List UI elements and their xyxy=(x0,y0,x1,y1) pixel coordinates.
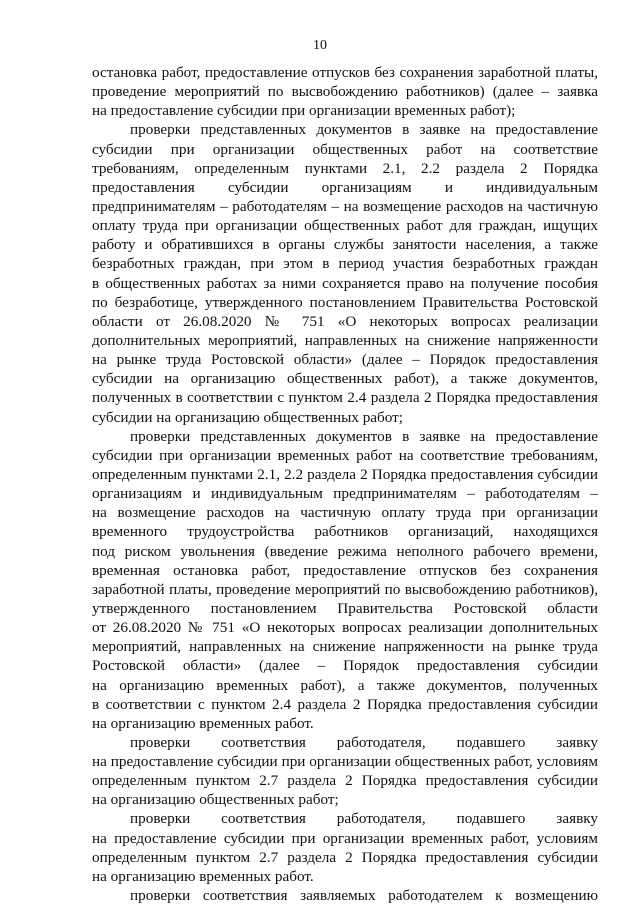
text-line: определенным пунктом 2.7 раздела 2 Порядка предоставления субсидии xyxy=(92,848,598,866)
text-line: на возмещение расходов на частичную оплату труда при организации xyxy=(92,504,598,522)
text-line: мероприятий, направленных на снижение напряженности на рынке труда xyxy=(92,638,598,656)
text-line: остановка работ, предоставление отпусков без сохранения заработной платы, xyxy=(92,64,598,81)
text-line: предоставления субсидии организациям и индивидуальным xyxy=(92,178,598,196)
text-line: области от 26.08.2020 № 751 «О некоторых вопросах реализации xyxy=(92,312,598,330)
text-line: в соответствии с пунктом 2.4 раздела 2 Порядка предоставления субсидии xyxy=(92,695,598,713)
text-line: Ростовской области» (далее – Порядок предоставления субсидии xyxy=(92,657,598,675)
text-line: проведение мероприятий по высвобождению работников) (далее – заявка xyxy=(92,83,598,101)
text-line: безработных граждан, при этом в период участия безработных граждан xyxy=(92,255,598,273)
text-line: на рынке труда Ростовской области» (далее – Порядок предоставления xyxy=(92,351,598,369)
text-line: работу и обратившихся в органы службы занятости населения, а также xyxy=(92,236,598,254)
text-line: полученных в соответствии с пунктом 2.4 раздела 2 Порядка предоставления xyxy=(92,389,598,407)
text-line: по безработице, утвержденного постановлением Правительства Ростовской xyxy=(92,293,598,311)
text-line: проверки соответствия работодателя, подавшего заявку xyxy=(130,733,598,751)
text-line: под риском увольнения (введение режима неполного рабочего времени, xyxy=(92,542,598,560)
text-line: оплату труда при организации общественных работ для граждан, ищущих xyxy=(92,217,598,235)
document-body-text xyxy=(92,63,598,905)
text-line: на предоставление субсидии при организации общественных работ, условиям xyxy=(92,753,598,771)
text-line: организациям и индивидуальным предпринимателям – работодателям – xyxy=(92,485,598,503)
text-line: требованиям, определенным пунктами 2.1, 2.2 раздела 2 Порядка xyxy=(92,159,598,177)
text-line: субсидии при организации общественных работ на соответствие xyxy=(92,140,598,158)
text-line: на предоставление субсидии при организации временных работ, условиям xyxy=(92,829,598,847)
text-line: субсидии на организацию общественных работ; xyxy=(92,408,404,426)
text-line: предпринимателям – работодателям – на возмещение расходов на частичную xyxy=(92,197,598,215)
text-line: проверки соответствия работодателя, подавшего заявку xyxy=(130,810,598,828)
text-line: проверки представленных документов в заявке на предоставление xyxy=(130,121,598,139)
text-line: заработной платы, проведение мероприятий по высвобождению работников), xyxy=(92,580,598,598)
text-line: субсидии при организации временных работ на соответствие требованиям, xyxy=(92,446,598,464)
text-line: проверки соответствия заявляемых работодателем к возмещению xyxy=(130,887,598,905)
text-line: на организацию общественных работ; xyxy=(92,791,339,809)
text-line: дополнительных мероприятий, направленных на снижение напряженности xyxy=(92,331,598,349)
text-line: определенным пунктами 2.1, 2.2 раздела 2 Порядка предоставления субсидии xyxy=(92,465,598,483)
text-line: на предоставление субсидии при организации временных работ); xyxy=(92,102,516,120)
text-line: утвержденного постановлением Правительства Ростовской области xyxy=(92,599,598,617)
text-line: на организацию временных работ. xyxy=(92,714,314,732)
text-line: в общественных работах за ними сохраняется право на получение пособия xyxy=(92,274,598,292)
text-line: определенным пунктом 2.7 раздела 2 Порядка предоставления субсидии xyxy=(92,772,598,790)
text-line: субсидии на организацию общественных работ), а также документов, xyxy=(92,370,598,388)
page-number: 10 xyxy=(313,38,327,53)
text-line: временного трудоустройства работников организаций, находящихся xyxy=(92,523,598,541)
text-line: проверки представленных документов в заявке на предоставление xyxy=(130,427,598,445)
text-line: временная остановка работ, предоставление отпусков без сохранения xyxy=(92,561,598,579)
text-line: на организацию временных работ. xyxy=(92,867,314,885)
text-line: на организацию временных работ), а также документов, полученных xyxy=(92,676,598,694)
text-line: от 26.08.2020 № 751 «О некоторых вопросах реализации дополнительных xyxy=(92,619,598,637)
